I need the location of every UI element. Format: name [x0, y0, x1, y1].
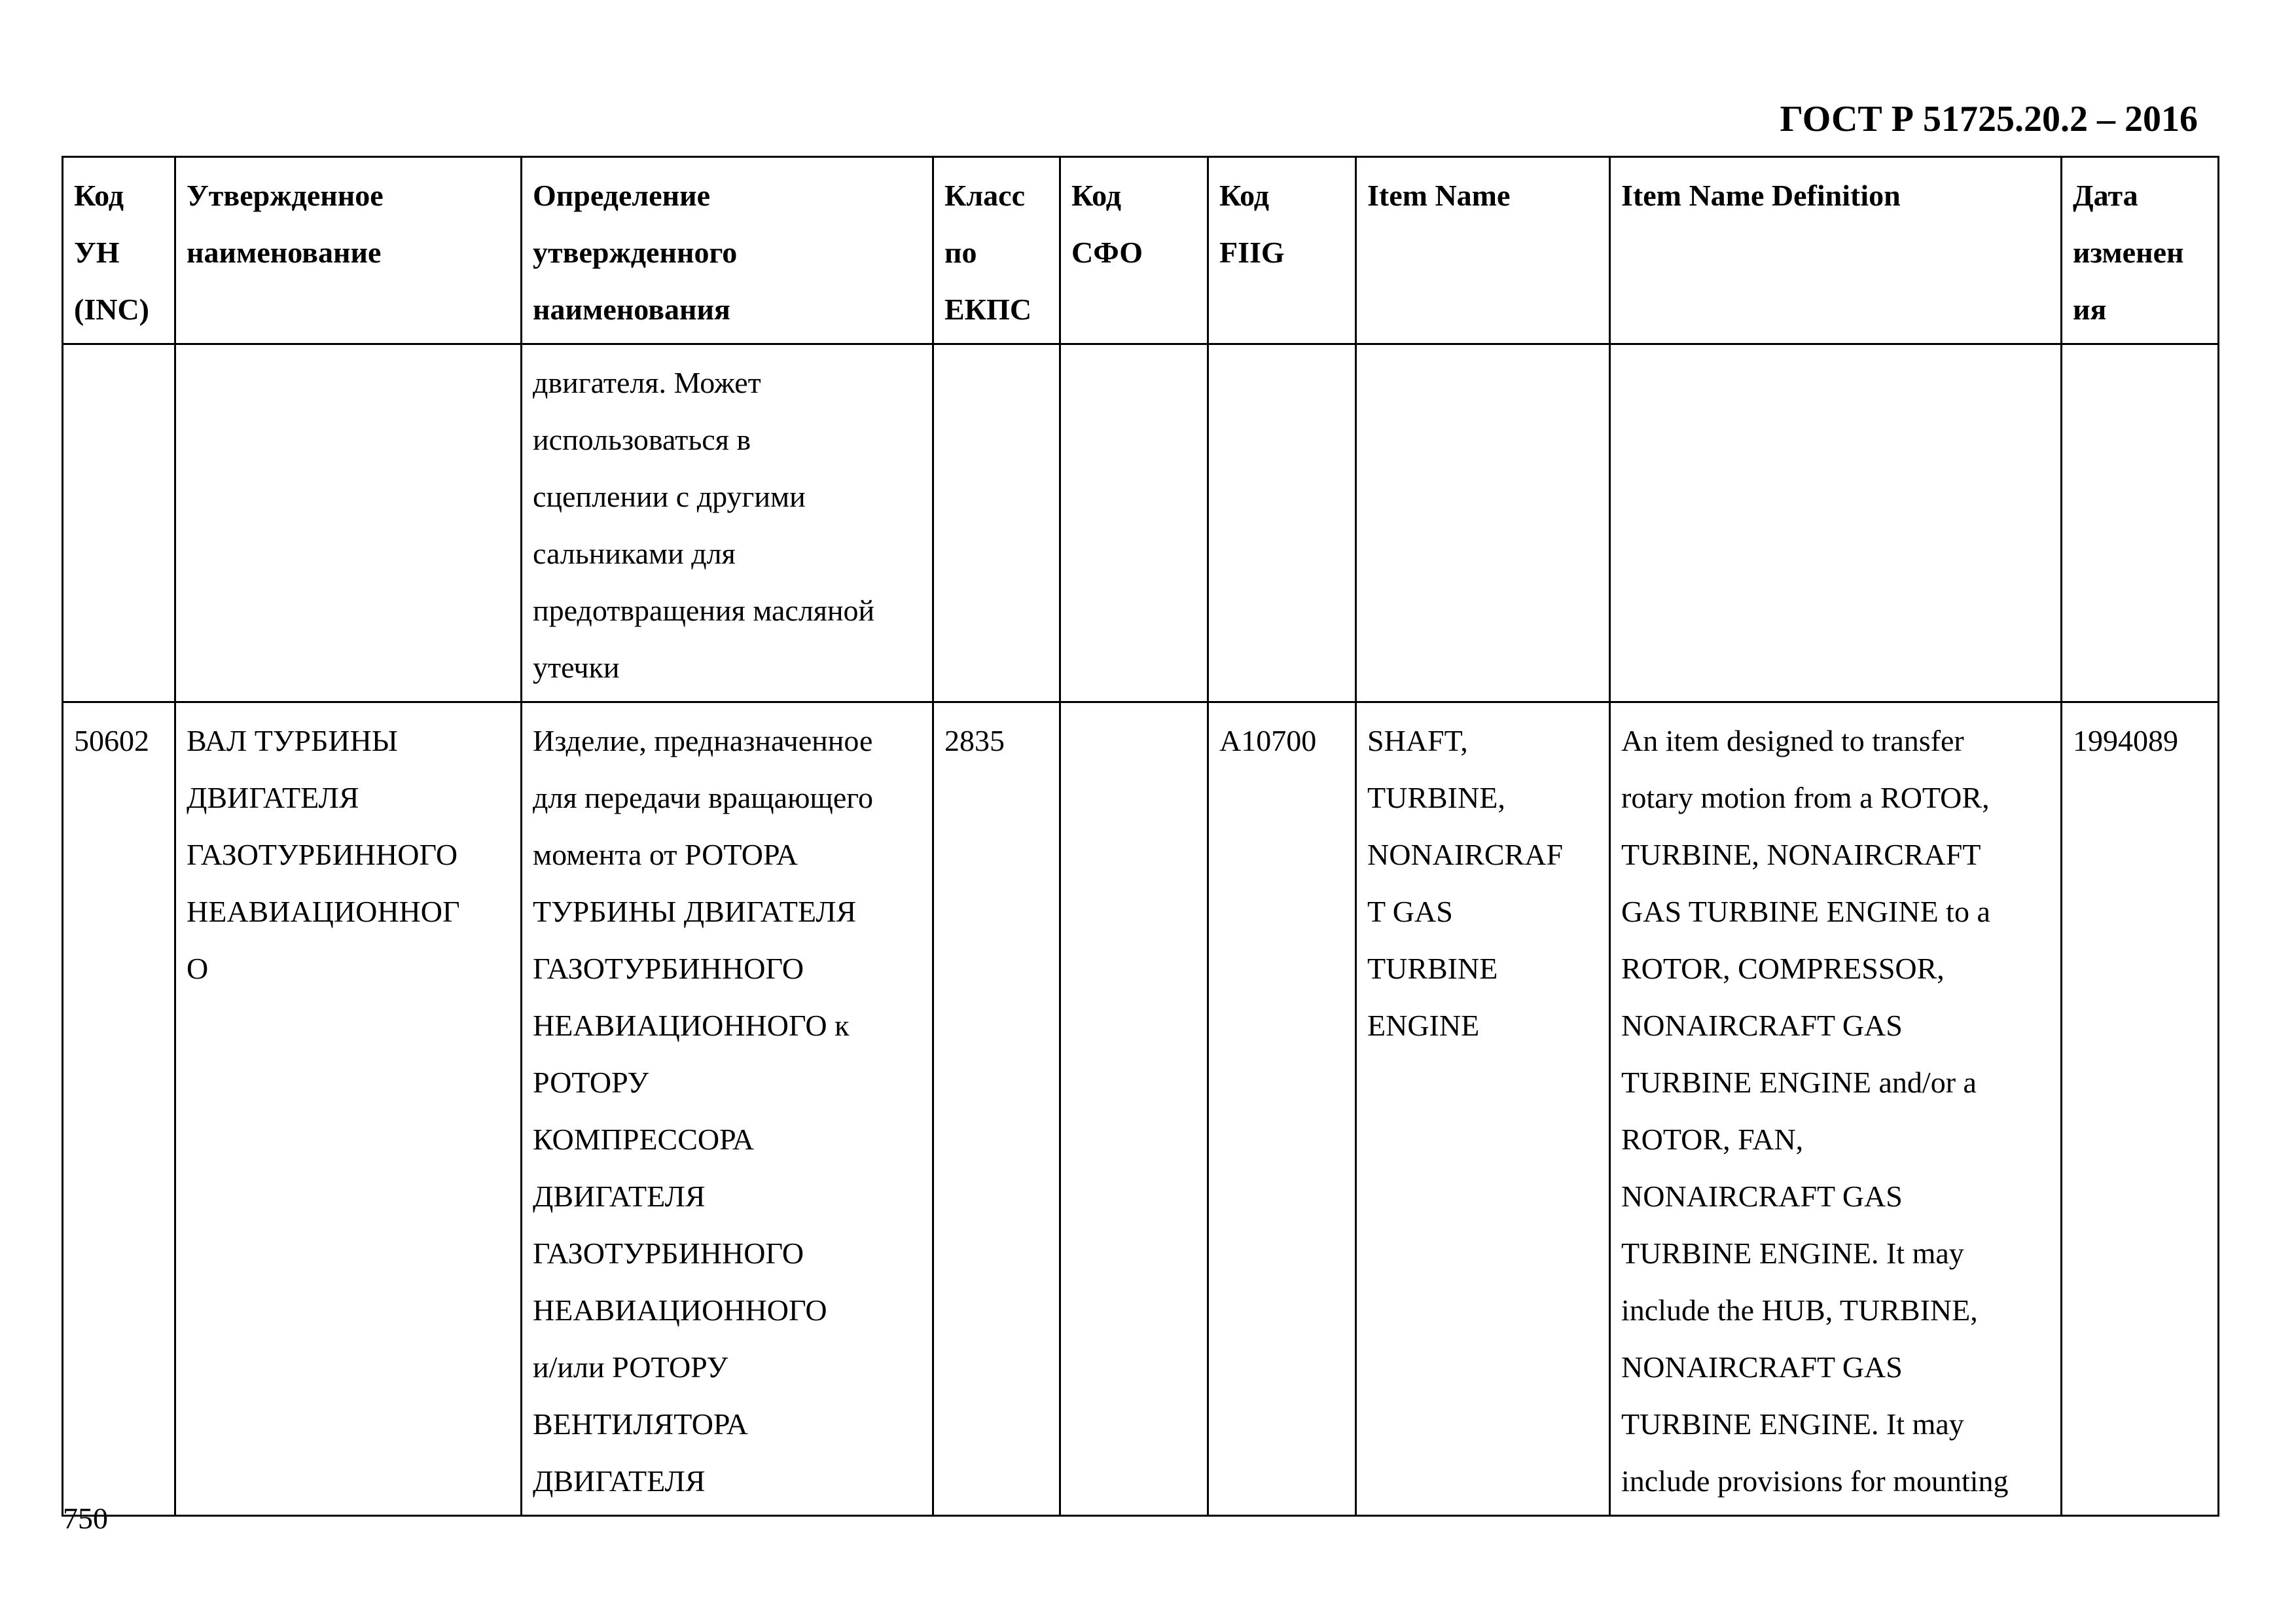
column-header-definition: Определение утвержденного наименования	[522, 157, 933, 344]
column-header-fiig: Код FIIG	[1208, 157, 1356, 344]
cell-item-name-definition	[1610, 344, 2062, 702]
table-row	[63, 702, 2219, 1516]
page-number: 750	[63, 1502, 108, 1535]
cell-date	[2062, 344, 2219, 702]
cell-item-name: SHAFT, TURBINE, NONAIRCRAF T GAS TURBINE ENGINE	[1356, 702, 1610, 1516]
column-header-item-name: Item Name	[1356, 157, 1610, 344]
cell-class: 2835	[933, 702, 1060, 1516]
table-header-row	[63, 157, 2219, 344]
cell-sfo	[1060, 344, 1208, 702]
column-header-inc: Код УН (INC)	[63, 157, 175, 344]
cell-fiig: A10700	[1208, 702, 1356, 1516]
cell-class	[933, 344, 1060, 702]
column-header-item-name-definition: Item Name Definition	[1610, 157, 2062, 344]
cell-date: 1994089	[2062, 702, 2219, 1516]
cell-sfo	[1060, 702, 1208, 1516]
column-header-approved-name: Утвержденное наименование	[175, 157, 522, 344]
column-header-date: Дата изменен ия	[2062, 157, 2219, 344]
column-header-class: Класс по ЕКПС	[933, 157, 1060, 344]
nomenclature-table	[62, 156, 2219, 1517]
cell-approved-name: ВАЛ ТУРБИНЫ ДВИГАТЕЛЯ ГАЗОТУРБИННОГО НЕАВИАЦИОННОГ О	[175, 702, 522, 1516]
cell-inc	[63, 344, 175, 702]
table-row	[63, 344, 2219, 702]
cell-inc: 50602	[63, 702, 175, 1516]
document-code: ГОСТ Р 51725.20.2 – 2016	[1780, 99, 2198, 139]
cell-definition: Изделие, предназначенное для передачи вращающего момента от РОТОРА ТУРБИНЫ ДВИГАТЕЛЯ ГАЗОТУРБИННОГО НЕАВИАЦИОННОГО к РОТОРУ КОМПРЕССОРА ДВИГАТЕЛЯ ГАЗОТУРБИННОГО НЕАВИАЦИОННОГО и/или РОТОРУ ВЕНТИЛЯТОРА ДВИГАТЕЛЯ	[522, 702, 933, 1516]
cell-fiig	[1208, 344, 1356, 702]
cell-item-name-definition: An item designed to transfer rotary motion from a ROTOR, TURBINE, NONAIRCRAFT GAS TURBINE ENGINE to a ROTOR, COMPRESSOR, NONAIRCRAFT GAS TURBINE ENGINE and/or a ROTOR, FAN, NONAIRCRAFT GAS TURBINE ENGINE. It may include the HUB, TURBINE, NONAIRCRAFT GAS TURBINE ENGINE. It may include provisions for mounting	[1610, 702, 2062, 1516]
column-header-sfo: Код СФО	[1060, 157, 1208, 344]
cell-item-name	[1356, 344, 1610, 702]
cell-approved-name	[175, 344, 522, 702]
cell-definition: двигателя. Может использоваться в сцеплении с другими сальниками для предотвращения масляной утечки	[522, 344, 933, 702]
